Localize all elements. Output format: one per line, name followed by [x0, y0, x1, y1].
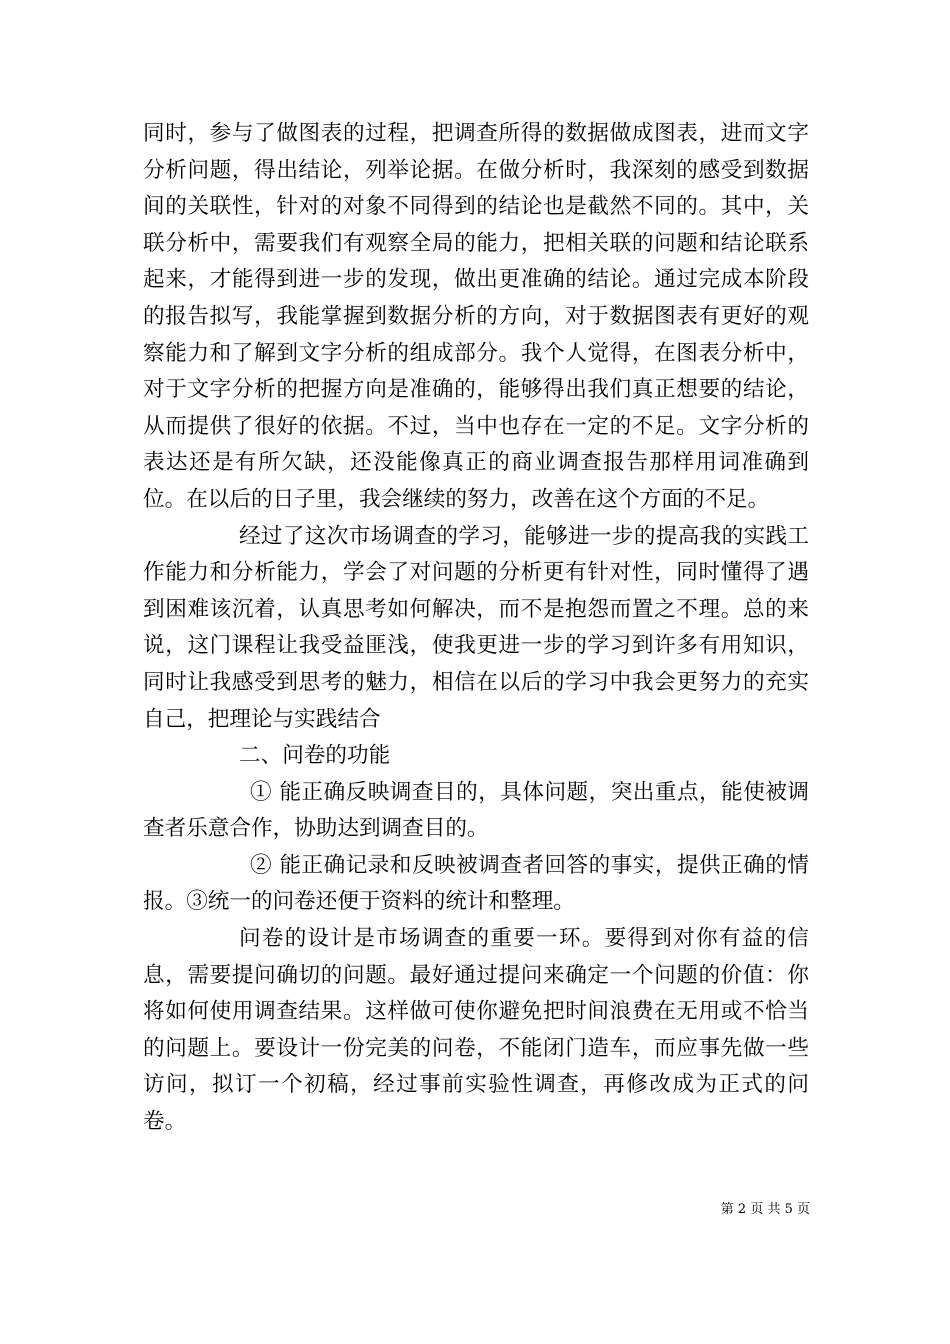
page-number-footer: 第 2 页 共 5 页 [720, 1202, 810, 1217]
paragraph-course-summary: 经过了这次市场调查的学习，能够进一步的提高我的实践工作能力和分析能力，学会了对问题的分析更有针对性，同时懂得了遇到困难该沉着，认真思考如何解决，而不是抱怨而置之不理。总的来说，这门课程让我受益匪浅，使我更进一步的学习到许多有用知识，同时让我感受到思考的魅力，相信在以后的学习中我会更努力的充实自己，把理论与实践结合 [143, 523, 809, 732]
section-heading-questionnaire-function: 二、问卷的功能 [239, 743, 391, 769]
document-body [143, 116, 809, 1141]
list-item-function-1: ① 能正确反映调查目的，具体问题，突出重点，能使被调查者乐意合作，协助达到调查目的。 [143, 779, 809, 842]
paragraph-questionnaire-design: 问卷的设计是市场调查的重要一环。要得到对你有益的信息，需要提问确切的问题。最好通过提问来确定一个问题的价值：你将如何使用调查结果。这样做可使你避免把时间浪费在无用或不恰当的问题上。要设计一份完美的问卷，不能闭门造车，而应事先做一些访问，拟订一个初稿，经过事前实验性调查，再修改成为正式的问卷。 [143, 926, 809, 1135]
paragraph-data-analysis: 同时，参与了做图表的过程，把调查所得的数据做成图表，进而文字分析问题，得出结论，列举论据。在做分析时，我深刻的感受到数据间的关联性，针对的对象不同得到的结论也是截然不同的。其中，关联分析中，需要我们有观察全局的能力，把相关联的问题和结论联系起来，才能得到进一步的发现，做出更准确的结论。通过完成本阶段的报告拟写，我能掌握到数据分析的方向，对于数据图表有更好的观察能力和了解到文字分析的组成部分。我个人觉得，在图表分析中，对于文字分析的把握方向是准确的，能够得出我们真正想要的结论，从而提供了很好的依据。不过，当中也存在一定的不足。文字分析的表达还是有所欠缺，还没能像真正的商业调查报告那样用词准确到位。在以后的日子里，我会继续的努力，改善在这个方面的不足。 [143, 121, 809, 512]
list-item-function-2-3: ② 能正确记录和反映被调查者回答的事实，提供正确的情报。③统一的问卷还便于资料的统计和整理。 [143, 852, 809, 915]
